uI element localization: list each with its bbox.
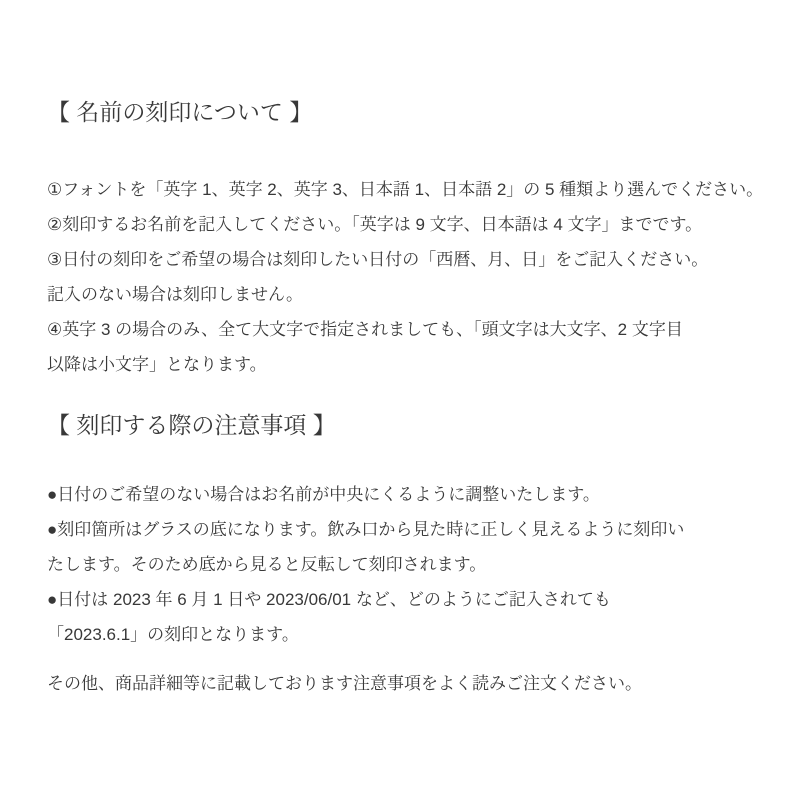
note-line-3: ●日付は 2023 年 6 月 1 日や 2023/06/01 など、どのようにご記入されても bbox=[47, 590, 611, 609]
section-title-engraving-notes: 【 刻印する際の注意事項 】 bbox=[47, 412, 336, 438]
name-engraving-instructions bbox=[47, 172, 768, 382]
instruction-line-4: ④英字 3 の場合のみ、全て大文字で指定されましても、「頭文字は大文字、2 文字目 bbox=[47, 320, 683, 339]
section-title-name-engraving: 【 名前の刻印について 】 bbox=[47, 99, 313, 125]
instruction-line-2: ②刻印するお名前を記入してください。「英字は 9 文字、日本語は 4 文字」までです。 bbox=[47, 215, 703, 234]
instruction-line-1: ①フォントを「英字 1、英字 2、英字 3、日本語 1、日本語 2」の 5 種類より選んでください。 bbox=[47, 180, 764, 199]
instruction-line-3-cont: 記入のない場合は刻印しません。 bbox=[47, 285, 304, 304]
note-line-2: ●刻印箇所はグラスの底になります。飲み口から見た時に正しく見えるように刻印い bbox=[47, 520, 685, 539]
footer-note: その他、商品詳細等に記載しております注意事項をよく読みご注文ください。 bbox=[47, 674, 642, 693]
engraving-notes bbox=[47, 477, 768, 652]
note-line-3-cont: 「2023.6.1」の刻印となります。 bbox=[47, 625, 299, 644]
instruction-line-3: ③日付の刻印をご希望の場合は刻印したい日付の「西暦、月、日」をご記入ください。 bbox=[47, 250, 709, 269]
note-line-2-cont: たします。そのため底から見ると反転して刻印されます。 bbox=[47, 555, 487, 574]
instruction-line-4-cont: 以降は小文字」となります。 bbox=[47, 355, 267, 374]
note-line-1: ●日付のご希望のない場合はお名前が中央にくるように調整いたします。 bbox=[47, 485, 600, 504]
